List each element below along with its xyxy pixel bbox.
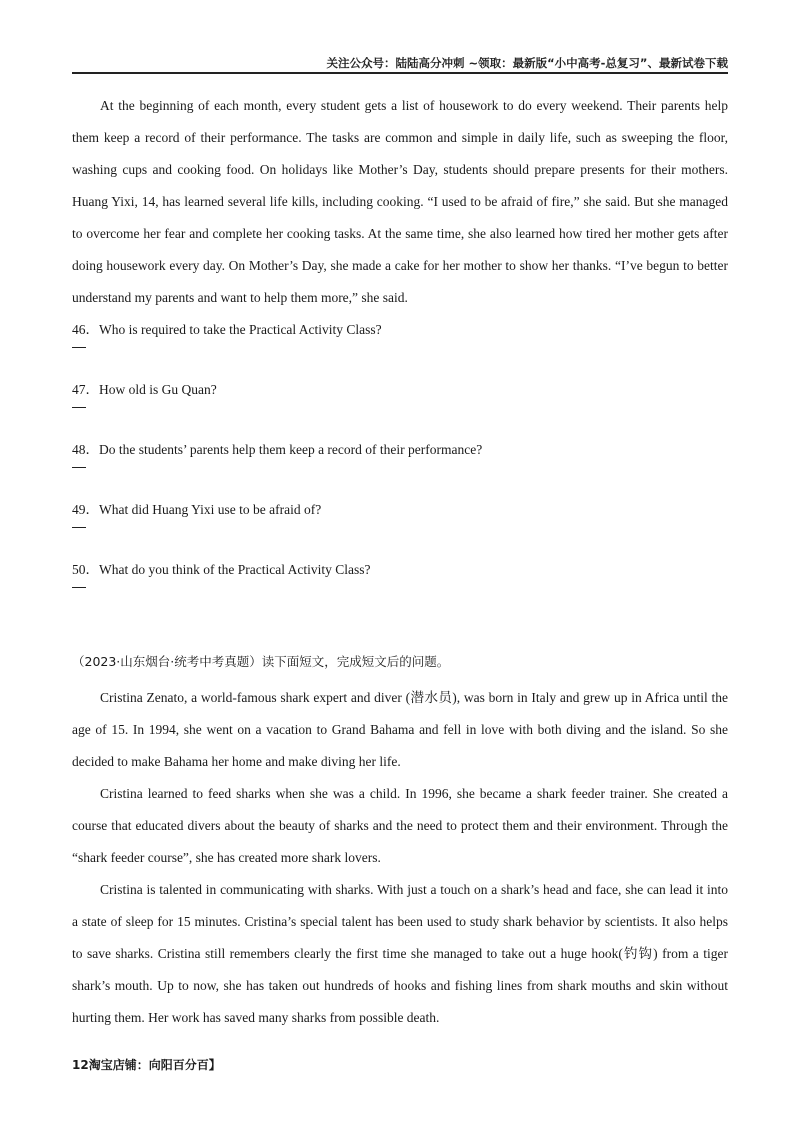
question-48: 48．Do the students’ parents help them keep a record of their performance?: [72, 442, 483, 457]
passage1-paragraph: At the beginning of each month, every student gets a list of housework to do every weekend. Their parents help them keep a record of their performance. The tasks are common and simple in daily life, such as sweeping the floor, washing cups and cooking food. On holidays like Mother’s Day, students should prepare presents for their mothers. Huang Yixi, 14, has learned several life kills, including cooking. “I used to be afraid of fire,” she said. But she managed to overcome her fear and complete her cooking tasks. At the same time, she also learned how tired her mother gets after doing housework every day. On Mother’s Day, she made a cake for her mother to show her thanks. “I’ve begun to better understand my parents and want to help them more,” she said.: [72, 98, 728, 305]
passage2-paragraph-3: Cristina is talented in communicating with sharks. With just a touch on a shark’s head and face, she can lead it into a state of sleep for 15 minutes. Cristina’s special talent has been used to study shark behavior by scientists. It also helps to save sharks. Cristina still remembers clearly the first time she managed to take out a huge hook(钓钩) from a tiger shark’s mouth. Up to now, she has taken out hundreds of hooks and fishing lines from shark mouths and skin without hurting them. Her work has saved many sharks from possible death.: [72, 882, 728, 1025]
question-47: 47．How old is Gu Quan?: [72, 382, 217, 397]
page-header: 关注公众号：陆陆高分冲刺 ~领取：最新版“小中高考-总复习”、最新试卷下载: [72, 56, 728, 74]
question-49: 49．What did Huang Yixi use to be afraid of?: [72, 502, 322, 517]
answer-line[interactable]: [72, 520, 728, 554]
page-footer: 12淘宝店铺：向阳百分百】: [72, 1058, 221, 1072]
page-content: [72, 90, 728, 1034]
answer-line[interactable]: [72, 340, 728, 374]
passage-source: （2023·山东烟台·统考中考真题）读下面短文，完成短文后的问题。: [72, 654, 450, 669]
question-50: 50．What do you think of the Practical Activity Class?: [72, 562, 371, 577]
passage2: [72, 682, 728, 1034]
answer-line[interactable]: [72, 460, 728, 494]
passage2-paragraph-1: Cristina Zenato, a world-famous shark expert and diver (潜水员), was born in Italy and grew up in Africa until the age of 15. In 1994, she went on a vacation to Grand Bahama and fell in love with both diving and the island. So she decided to make Bahama her home and make diving her life.: [72, 690, 728, 769]
answer-line[interactable]: [72, 400, 728, 434]
answer-line[interactable]: [72, 580, 728, 614]
passage2-paragraph-2: Cristina learned to feed sharks when she was a child. In 1996, she became a shark feeder trainer. She created a course that educated divers about the beauty of sharks and the need to protect them and their environment. Through the “shark feeder course”, she has created more shark lovers.: [72, 786, 728, 865]
question-46: 46．Who is required to take the Practical Activity Class?: [72, 322, 382, 337]
